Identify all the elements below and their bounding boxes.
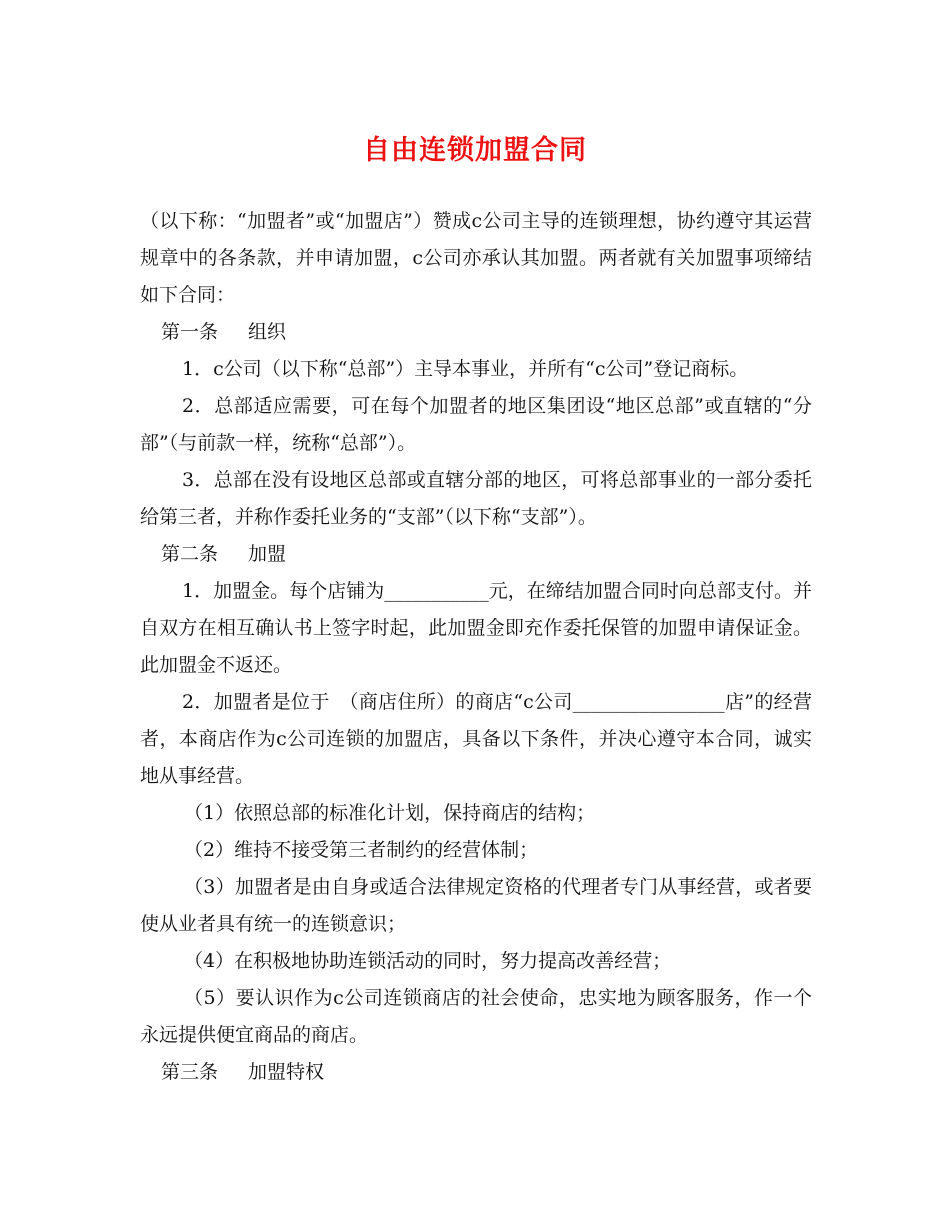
article-heading-1: [140, 314, 812, 351]
article-heading-3: [140, 1054, 812, 1091]
article-1-item-1: 1．c公司（以下称“总部”）主导本事业，并所有“c公司”登记商标。: [182, 358, 749, 380]
article-1-item-2: 2．总部适应需要，可在每个加盟者的地区集团设“地区总部”或直辖的“分部”（与前款一样，统称“总部”）。: [140, 395, 812, 454]
document-title: 自由连锁加盟合同: [363, 135, 587, 166]
intro-paragraph: （以下称：“加盟者”或“加盟店”）赞成c公司主导的连锁理想，协约遵守其运营规章中的各条款，并申请加盟，c公司亦承认其加盟。两者就有关加盟事项缔结如下合同：: [140, 210, 812, 306]
article-number: 第二条: [161, 543, 219, 565]
article-2-subitem-4: （4）在积极地协助连锁活动的同时，努力提高改善经营；: [184, 950, 672, 972]
article-heading-2: [140, 536, 812, 573]
article-number: 第三条: [161, 1061, 219, 1083]
article-title: 加盟特权: [248, 1061, 325, 1083]
article-1-item-3: 3．总部在没有设地区总部或直辖分部的地区，可将总部事业的一部分委托给第三者，并称作委托业务的“支部”（以下称“支部”）。: [140, 469, 812, 528]
article-title: 加盟: [248, 543, 287, 565]
article-title: 组织: [248, 321, 287, 343]
article-2-subitem-1: （1）依照总部的标准化计划，保持商店的结构；: [184, 802, 596, 824]
article-2-subitem-5: （5）要认识作为c公司连锁商店的社会使命，忠实地为顾客服务，作一个永远提供便宜商品的商店。: [140, 987, 812, 1046]
document-body: [140, 203, 812, 1091]
article-2-subitem-3: （3）加盟者是由自身或适合法律规定资格的代理者专门从事经营，或者要使从业者具有统一的连锁意识；: [140, 876, 812, 935]
article-2-subitem-2: （2）维持不接受第三者制约的经营体制；: [184, 839, 539, 861]
article-2-item-1: 1．加盟金。每个店铺为___________元，在缔结加盟合同时向总部支付。并自双方在相互确认书上签字时起，此加盟金即充作委托保管的加盟申请保证金。此加盟金不返还。: [140, 580, 812, 676]
article-number: 第一条: [161, 321, 219, 343]
article-2-item-2: 2．加盟者是位于 （商店住所）的商店“c公司________________店”的经营者，本商店作为c公司连锁的加盟店，具备以下条件，并决心遵守本合同，诚实地从事经营。: [140, 691, 812, 787]
